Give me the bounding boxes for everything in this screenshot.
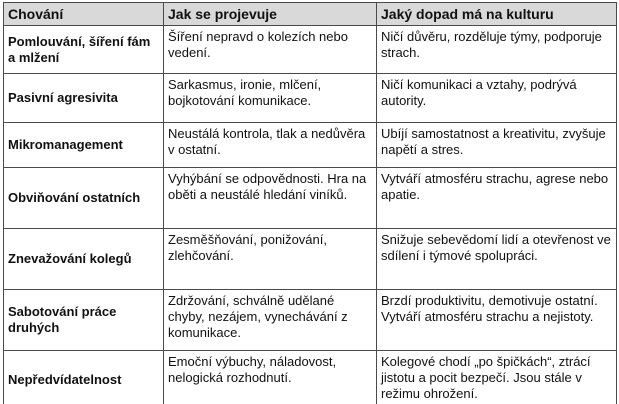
manifestation-cell: Šíření nepravd o kolezích nebo vedení. [164,26,376,73]
behavior-cell: Pomlouvání, šíření fám a mlžení [4,26,163,73]
manifestation-cell: Zdržování, schválně udělané chyby, nezájem, vynechávání z komunikace. [164,290,376,350]
behavior-cell: Nepředvídatelnost [4,351,163,404]
impact-cell: Ničí důvěru, rozděluje týmy, podporuje strach. [377,26,616,73]
header-behavior: Chování [4,3,163,25]
table-row [4,123,616,167]
manifestation-cell: Neustálá kontrola, tlak a nedůvěra v ostatní. [164,123,376,167]
impact-cell: Brzdí produktivitu, demotivuje ostatní. Vytváří atmosféru strachu a nejistoty. [377,290,616,350]
impact-cell: Vytváří atmosféru strachu, agrese nebo apatie. [377,168,616,228]
header-impact: Jaký dopad má na kulturu [377,3,616,25]
table-row [4,74,616,122]
manifestation-cell: Sarkasmus, ironie, mlčení, bojkotování komunikace. [164,74,376,122]
manifestation-cell: Vyhýbání se odpovědnosti. Hra na oběti a neustálé hledání viníků. [164,168,376,228]
behavior-table [3,2,617,404]
table-row [4,229,616,289]
manifestation-cell: Emoční výbuchy, náladovost, nelogická rozhodnutí. [164,351,376,404]
impact-cell: Ubíjí samostatnost a kreativitu, zvyšuje napětí a stres. [377,123,616,167]
manifestation-cell: Zesměšňování, ponižování, zlehčování. [164,229,376,289]
behavior-cell: Pasivní agresivita [4,74,163,122]
impact-cell: Snižuje sebevědomí lidí a otevřenost ve sdílení i týmové spolupráci. [377,229,616,289]
behavior-cell: Sabotování práce druhých [4,290,163,350]
table-row [4,168,616,228]
header-manifestation: Jak se projevuje [164,3,376,25]
table-row [4,290,616,350]
table-row [4,351,616,404]
impact-cell: Ničí komunikaci a vztahy, podrývá autority. [377,74,616,122]
behavior-cell: Znevažování kolegů [4,229,163,289]
header-row [4,3,616,25]
behavior-cell: Mikromanagement [4,123,163,167]
table-row [4,26,616,73]
impact-cell: Kolegové chodí „po špičkách“, ztrácí jistotu a pocit bezpečí. Jsou stále v režimu ohrožení. [377,351,616,404]
behavior-cell: Obviňování ostatních [4,168,163,228]
